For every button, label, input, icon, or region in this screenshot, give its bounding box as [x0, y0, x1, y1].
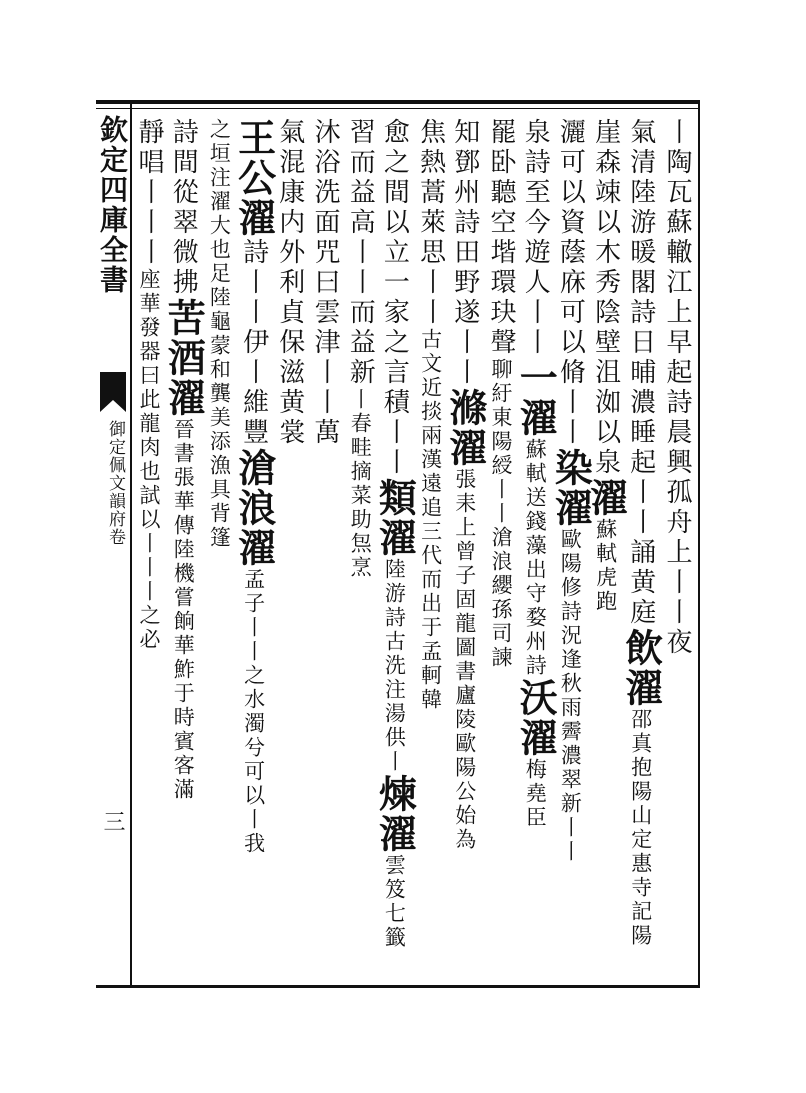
top-border — [96, 100, 700, 104]
column-text: 氣混康内外利貞保滋黄裳 — [274, 118, 305, 448]
column-text: 泉詩至今遊人丨丨 — [520, 118, 551, 358]
entry-heading: 濯 — [583, 478, 629, 518]
text-column — [548, 118, 594, 980]
entry-heading: 沃濯 — [513, 678, 559, 758]
text-column — [161, 118, 207, 980]
annotation: 張耒上曾子固龍圖書廬陵歐陽公始為 — [452, 468, 477, 852]
column-text: 沐浴洗面咒曰雲津丨丨萬 — [309, 118, 340, 448]
column-text: 知鄧州詩田野遂丨丨 — [449, 118, 480, 388]
entry-heading: 苦酒濯 — [161, 298, 207, 418]
annotation: 古文近掞兩漢遠追三代而出于孟軻韓 — [418, 328, 443, 712]
right-border — [698, 100, 700, 985]
annotation: 之垣注濯大也 — [207, 118, 232, 262]
annotation: 座華發器曰此龍肉也試以丨丨丨之必 — [136, 268, 161, 652]
page-number: 三 — [100, 810, 125, 832]
annotation: 蘇軾送錢藻出守婺州詩 — [523, 438, 548, 678]
text-column — [307, 118, 342, 980]
column-text: 崖森竦以木秀陰壁沮洳以泉 — [590, 118, 621, 478]
annotation: 歐陽修詩況逢秋雨霽濃翠新丨丨 — [558, 528, 583, 864]
text-column — [442, 118, 488, 980]
text-column — [372, 118, 418, 980]
text-column — [231, 118, 277, 980]
text-column — [513, 118, 559, 980]
annotation: 梅堯臣 — [523, 758, 548, 830]
annotation: 蘇軾虎跑 — [593, 518, 618, 614]
text-column — [618, 118, 664, 980]
text-column — [483, 118, 518, 980]
column-text: 詩丨丨伊丨維豐 — [238, 238, 269, 448]
annotation: 孟子丨丨之水濁兮可以丨我 — [241, 568, 266, 856]
column-text: 罷卧聽空堦環玦聲 — [485, 118, 516, 358]
fishtail-mark — [100, 372, 126, 412]
entry-heading: 滌濯 — [442, 388, 488, 468]
top-border-inner — [96, 108, 700, 109]
text-column — [131, 118, 166, 980]
annotation: 孫司諫 — [488, 598, 513, 670]
entry-heading: 煉濯 — [372, 774, 418, 854]
annotation: 雲笈七籤 — [382, 854, 407, 950]
book-title: 御定佩文韻府卷 — [105, 420, 125, 546]
text-column — [342, 118, 377, 980]
entry-heading: 王公濯 — [231, 118, 277, 238]
annotation: 邵真抱陽山定惠寺記陽 — [628, 708, 653, 948]
column-text: 愈之間以立一家之言積丨丨 — [379, 118, 410, 478]
text-column — [272, 118, 307, 980]
column-text: 習而益高丨丨而益新 — [345, 118, 376, 388]
column-text: 靜唱丨丨丨 — [133, 118, 164, 268]
text-column — [583, 118, 629, 980]
column-text: 詩間從翠微拂 — [168, 118, 199, 298]
annotation: 丨春畦摘菜助炰烹 — [348, 388, 373, 580]
column-text: 丨陶瓦蘇轍江上早起詩晨興孤舟上丨丨夜 — [661, 118, 692, 658]
text-column — [659, 118, 694, 980]
text-column — [201, 118, 236, 980]
entry-heading: 類濯 — [372, 478, 418, 558]
column-text: 氣清陸游暖閣詩日晡濃睡起丨丨誦黄庭 — [625, 118, 656, 628]
annotation: 足陸龜蒙和龔美添漁具背篷 — [207, 262, 232, 550]
text-column — [412, 118, 447, 980]
column-text: 灑可以資蔭庥可以脩丨丨 — [555, 118, 586, 448]
annotation: 晉書張華傳陸機嘗餉華鮓于時賓客滿 — [171, 418, 196, 802]
bottom-border — [96, 985, 700, 988]
column-text: 焦熱蒿萊思丨丨 — [415, 118, 446, 328]
annotation: 陸游詩古洗注湯供丨 — [382, 558, 407, 774]
entry-heading: 一濯 — [513, 358, 559, 438]
entry-heading: 飲濯 — [618, 628, 664, 708]
entry-heading: 滄浪濯 — [231, 448, 277, 568]
series-title: 欽定四庫全書 — [96, 115, 129, 295]
annotation: 聊紆東陽綬丨丨滄浪纓 — [488, 358, 513, 598]
entry-heading: 染濯 — [548, 448, 594, 528]
